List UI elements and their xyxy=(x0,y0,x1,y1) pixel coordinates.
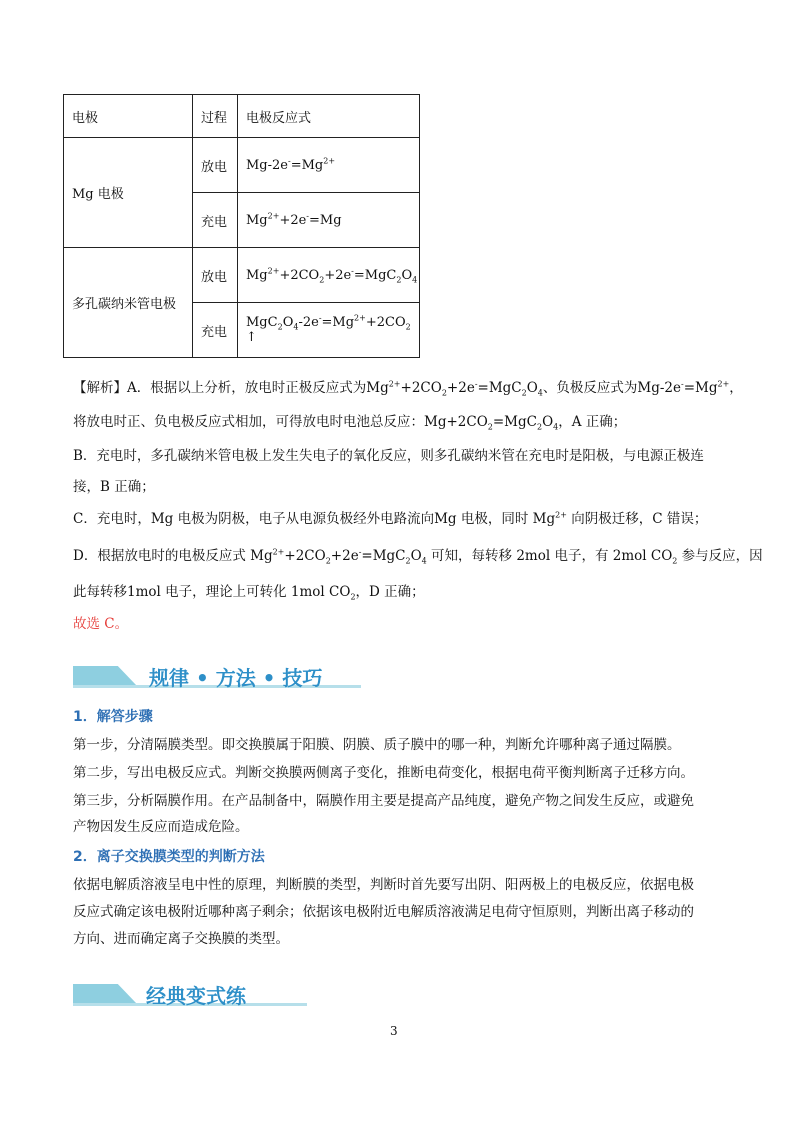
analysis-line-d: D．根据放电时的电极反应式 $Mg^{2+}+2CO_2+2e^-=MgC_2O_4$ 可知，每转移 2mol 电子，有 2mol $CO_2$ 参与反应，因 xyxy=(73,547,763,566)
table-header-row xyxy=(64,95,420,138)
mg-electrode-cell: Mg 电极 xyxy=(64,138,193,248)
paragraph-line: 第一步，分清隔膜类型。即交换膜属于阳膜、阴膜、质子膜中的哪一种，判断允许哪种离子通过隔膜。 xyxy=(73,737,681,753)
process-cell: 放电 xyxy=(193,248,238,303)
subheading-steps: 1．解答步骤 xyxy=(73,709,153,725)
page-number: 3 xyxy=(390,1024,398,1038)
header-equation: 电极反应式 xyxy=(238,95,420,138)
paragraph-line: 依据电解质溶液呈电中性的原理，判断膜的类型，判断时首先要写出阴、阳两极上的电极反应，依据电极 xyxy=(73,877,694,893)
paragraph-line: 产物因发生反应而造成危险。 xyxy=(73,819,249,835)
process-cell: 充电 xyxy=(193,193,238,248)
table-row xyxy=(64,138,420,193)
section-title: 经典变式练 xyxy=(146,984,246,1008)
table-row xyxy=(64,248,420,303)
process-cell: 充电 xyxy=(193,303,238,358)
analysis-line-d2: 此每转移1mol 电子，理论上可转化 1mol $CO_2$，D 正确； xyxy=(73,584,425,602)
paragraph-line: 第三步，分析隔膜作用。在产品制备中，隔膜作用主要是提高产品纯度，避免产物之间发生反应，或避免 xyxy=(73,793,694,809)
header-electrode: 电极 xyxy=(64,95,193,138)
analysis-line-b: B．充电时，多孔碳纳米管电极上发生失电子的氧化反应，则多孔碳纳米管在充电时是阳极，与电源正极连 xyxy=(73,448,704,464)
electrode-reaction-table xyxy=(63,94,420,358)
analysis-line-b2: 接，B 正确； xyxy=(73,479,155,495)
carbon-nanotube-electrode-cell: 多孔碳纳米管电极 xyxy=(64,248,193,358)
paragraph-line: 反应式确定该电极附近哪种离子剩余；依据该电极附近电解质溶液满足电荷守恒原则，判断出离子移动的 xyxy=(73,904,694,920)
section-banner-methods xyxy=(73,666,361,688)
subheading-judgement: 2．离子交换膜类型的判断方法 xyxy=(73,849,265,865)
answer-line: 故选 C。 xyxy=(73,616,129,632)
banner-stripe-icon xyxy=(73,666,137,686)
section-title: 规律 • 方法 • 技巧 xyxy=(149,666,323,690)
analysis-line-a2: 将放电时正、负电极反应式相加，可得放电时电池总反应：$Mg+2CO_2=MgC_2O_4$，A 正确； xyxy=(73,414,627,432)
equation-cell: $Mg^{2+}+2e^-=Mg$ xyxy=(238,193,420,248)
equation-cell: $Mg-2e^-=Mg^{2+}$ xyxy=(238,138,420,193)
analysis-line-a: 【解析】A．根据以上分析，放电时正极反应式为$Mg^{2+}+2CO_2+2e^-=MgC_2O_4$、负极反应式为$Mg-2e^-=Mg^{2+}$， xyxy=(73,379,743,398)
analysis-line-c: C．充电时，Mg 电极为阴极，电子从电源负极经外电路流向Mg 电极，同时 $Mg^{2+}$ 向阴极迁移，C 错误； xyxy=(73,510,708,527)
paragraph-line: 方向、进而确定离子交换膜的类型。 xyxy=(73,931,289,947)
header-process: 过程 xyxy=(193,95,238,138)
process-cell: 放电 xyxy=(193,138,238,193)
equation-cell: $Mg^{2+}+2CO_2+2e^-=MgC_2O_4$ xyxy=(238,248,420,303)
section-banner-practice xyxy=(73,984,307,1006)
banner-stripe-icon xyxy=(73,984,137,1004)
equation-cell: $MgC_2O_4-2e^-=Mg^{2+}+2CO_2$ ↑ xyxy=(238,303,420,358)
paragraph-line: 第二步，写出电极反应式。判断交换膜两侧离子变化，推断电荷变化，根据电荷平衡判断离子迁移方向。 xyxy=(73,765,694,781)
